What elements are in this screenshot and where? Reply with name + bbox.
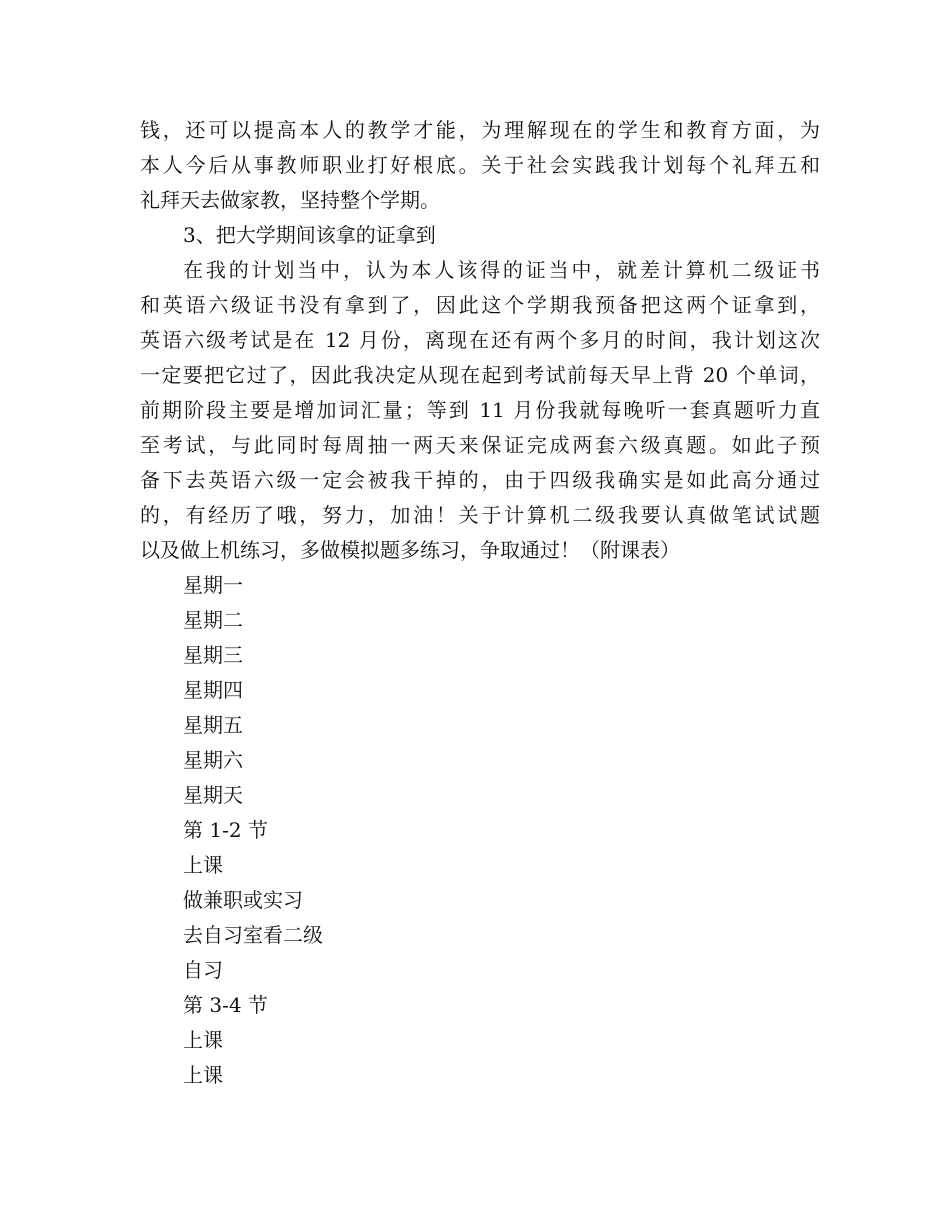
schedule-item: 去自习室看二级 bbox=[183, 923, 323, 947]
schedule-item: 星期五 bbox=[183, 713, 243, 737]
text-line: 礼拜天去做家教，坚持整个学期。 bbox=[140, 188, 440, 212]
schedule-list bbox=[140, 568, 820, 1093]
text-line: 一定要把它过了，因此我决定从现在起到考试前每天早上背 20 个单词， bbox=[140, 363, 820, 387]
paragraph-certificates bbox=[140, 253, 820, 568]
schedule-item: 星期四 bbox=[183, 678, 243, 702]
text-line: 钱，还可以提高本人的教学才能，为理解现在的学生和教育方面，为 bbox=[140, 118, 820, 142]
schedule-item: 星期二 bbox=[183, 608, 243, 632]
schedule-item: 星期三 bbox=[183, 643, 243, 667]
schedule-item: 自习 bbox=[183, 958, 223, 982]
text-line: 和英语六级证书没有拿到了，因此这个学期我预备把这两个证拿到， bbox=[140, 293, 820, 317]
text-line: 备下去英语六级一定会被我干掉的，由于四级我确实是如此高分通过 bbox=[140, 468, 820, 492]
section-heading-3: 3、把大学期间该拿的证拿到 bbox=[183, 223, 436, 247]
text-line: 的，有经历了哦，努力，加油！关于计算机二级我要认真做笔试试题 bbox=[140, 503, 820, 527]
schedule-item: 上课 bbox=[183, 1028, 223, 1052]
paragraph-social-practice bbox=[140, 113, 820, 218]
text-line: 至考试，与此同时每周抽一两天来保证完成两套六级真题。如此子预 bbox=[140, 433, 820, 457]
schedule-item: 上课 bbox=[183, 1063, 223, 1087]
text-line: 在我的计划当中，认为本人该得的证当中，就差计算机二级证书 bbox=[183, 258, 820, 282]
document-body bbox=[140, 113, 820, 1093]
schedule-item: 星期一 bbox=[183, 573, 243, 597]
text-line: 英语六级考试是在 12 月份，离现在还有两个多月的时间，我计划这次 bbox=[140, 328, 820, 352]
schedule-item: 星期六 bbox=[183, 748, 243, 772]
text-line: 前期阶段主要是增加词汇量；等到 11 月份我就每晚听一套真题听力直 bbox=[140, 398, 820, 422]
schedule-item: 上课 bbox=[183, 853, 223, 877]
schedule-item: 第 3-4 节 bbox=[183, 993, 268, 1017]
text-line: 本人今后从事教师职业打好根底。关于社会实践我计划每个礼拜五和 bbox=[140, 153, 820, 177]
schedule-item: 做兼职或实习 bbox=[183, 888, 303, 912]
schedule-item: 第 1-2 节 bbox=[183, 818, 268, 842]
schedule-item: 星期天 bbox=[183, 783, 243, 807]
text-line: 以及做上机练习，多做模拟题多练习，争取通过！（附课表） bbox=[140, 538, 680, 562]
